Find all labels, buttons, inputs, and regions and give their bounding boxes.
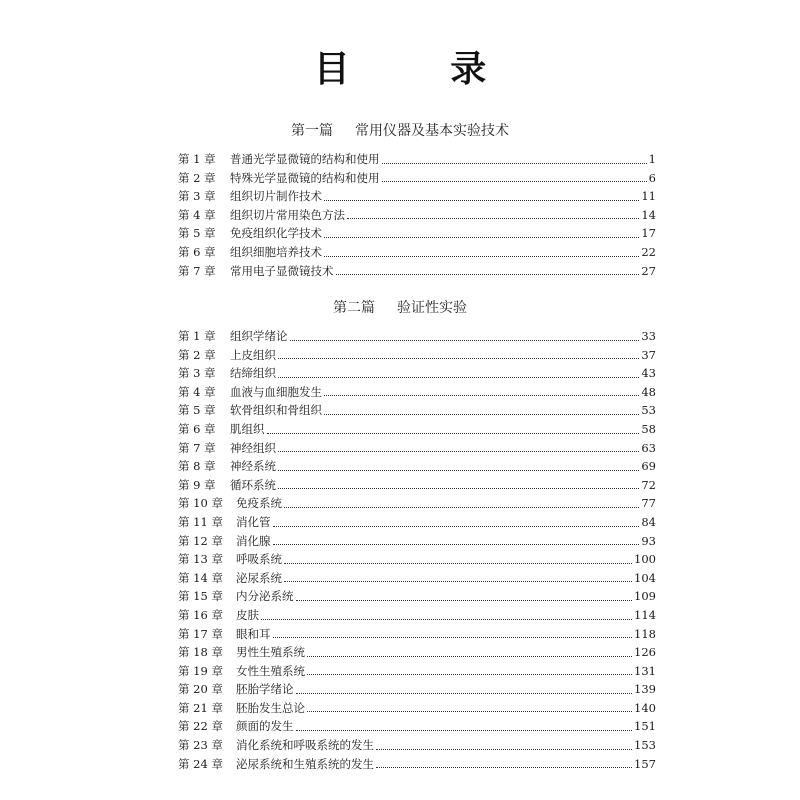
dot-leader: [273, 543, 640, 545]
dot-leader: [273, 636, 633, 638]
chapter-number: 第 20 章: [178, 682, 223, 697]
chapter-title: 消化腺: [236, 533, 271, 548]
toc-entry[interactable]: [178, 643, 656, 662]
dot-leader: [324, 255, 639, 257]
page-number: 11: [641, 189, 656, 204]
toc-entry[interactable]: [178, 346, 656, 365]
toc-entry[interactable]: [178, 187, 656, 206]
chapter-title: 结缔组织: [230, 366, 276, 381]
toc-entry[interactable]: [178, 717, 656, 736]
dot-leader: [278, 487, 639, 489]
chapter-number: 第 9 章: [178, 477, 216, 492]
chapter-number: 第 7 章: [178, 263, 216, 278]
page-number: 14: [641, 207, 656, 222]
page-number: 72: [641, 477, 656, 492]
dot-leader: [307, 710, 632, 712]
chapter-title: 男性生殖系统: [236, 645, 305, 660]
chapter-number: 第 1 章: [178, 152, 216, 166]
toc-entry[interactable]: [178, 550, 656, 569]
chapter-number: 第 8 章: [178, 459, 216, 474]
chapter-title: 胚胎学绪论: [236, 682, 294, 697]
toc-entry[interactable]: [178, 383, 656, 402]
page-number: 53: [641, 403, 656, 418]
dot-leader: [307, 673, 632, 675]
dot-leader: [376, 766, 632, 768]
page-number: 139: [634, 682, 656, 697]
chapter-title: 免疫组织化学技术: [230, 226, 322, 241]
dot-leader: [284, 562, 632, 564]
chapter-number: 第 19 章: [178, 663, 223, 678]
chapter-number: 第 2 章: [178, 170, 216, 185]
page-number: 77: [641, 496, 656, 511]
chapter-number: 第 22 章: [178, 719, 223, 734]
toc-entry[interactable]: [178, 169, 656, 188]
chapter-number: 第 5 章: [178, 403, 216, 418]
dot-leader: [278, 450, 639, 452]
section-name: 常用仪器及基本实验技术: [355, 123, 509, 139]
dot-leader: [284, 506, 639, 508]
dot-leader: [382, 162, 647, 164]
page-number: 131: [634, 663, 656, 678]
dot-leader: [307, 655, 632, 657]
chapter-title: 消化管: [236, 514, 271, 529]
section-2-entries: [178, 327, 656, 773]
toc-entry[interactable]: [178, 662, 656, 681]
chapter-title: 神经组织: [230, 440, 276, 455]
chapter-title: 泌尿系统和生殖系统的发生: [236, 756, 374, 771]
page-number: 153: [634, 738, 656, 753]
dot-leader: [324, 199, 639, 201]
page-number: 114: [634, 607, 656, 622]
section-heading-2: [0, 299, 800, 317]
toc-entry[interactable]: [178, 364, 656, 383]
page-number: 109: [634, 589, 656, 604]
chapter-number: 第 1 章: [178, 329, 216, 343]
page-number: 43: [641, 366, 656, 381]
chapter-title: 普通光学显微镜的结构和使用: [230, 152, 380, 166]
page-number: 100: [634, 552, 656, 567]
toc-entry[interactable]: [178, 206, 656, 225]
chapter-title: 内分泌系统: [236, 589, 294, 604]
section-heading-1: [0, 122, 800, 140]
toc-entry[interactable]: [178, 457, 656, 476]
toc-entry[interactable]: [178, 401, 656, 420]
dot-leader: [296, 692, 633, 694]
chapter-number: 第 6 章: [178, 421, 216, 436]
toc-entry[interactable]: [178, 224, 656, 243]
chapter-title: 肌组织: [230, 421, 265, 436]
dot-leader: [324, 413, 639, 415]
chapter-number: 第 13 章: [178, 552, 223, 567]
chapter-number: 第 14 章: [178, 570, 223, 585]
page-number: 104: [634, 570, 656, 585]
toc-entry[interactable]: [178, 699, 656, 718]
chapter-number: 第 4 章: [178, 384, 216, 399]
dot-leader: [273, 525, 640, 527]
chapter-number: 第 10 章: [178, 496, 223, 511]
dot-leader: [284, 580, 632, 582]
page-number: 27: [641, 263, 656, 278]
page-number: 157: [634, 756, 656, 771]
chapter-title: 泌尿系统: [236, 570, 282, 585]
chapter-number: 第 6 章: [178, 244, 216, 259]
dot-leader: [336, 273, 640, 275]
chapter-number: 第 4 章: [178, 207, 216, 222]
chapter-number: 第 11 章: [178, 514, 223, 529]
chapter-number: 第 3 章: [178, 366, 216, 381]
chapter-title: 组织切片常用染色方法: [230, 207, 345, 222]
page-number: 126: [634, 645, 656, 660]
chapter-number: 第 18 章: [178, 645, 223, 660]
page-number: 58: [641, 421, 656, 436]
page-number: 84: [641, 514, 656, 529]
toc-entry[interactable]: [178, 680, 656, 699]
chapter-title: 血液与血细胞发生: [230, 384, 322, 399]
dot-leader: [347, 217, 639, 219]
chapter-title: 皮肤: [236, 607, 259, 622]
chapter-number: 第 21 章: [178, 700, 223, 715]
dot-leader: [278, 469, 639, 471]
dot-leader: [324, 236, 639, 238]
chapter-title: 常用电子显微镜技术: [230, 263, 334, 278]
section-name: 验证性实验: [397, 300, 467, 316]
section-part-label: 第一篇: [291, 123, 333, 139]
toc-entry[interactable]: [178, 420, 656, 439]
dot-leader: [278, 357, 639, 359]
toc-entry[interactable]: [178, 736, 656, 755]
page-number: 63: [641, 440, 656, 455]
dot-leader: [296, 729, 633, 731]
chapter-number: 第 24 章: [178, 756, 223, 771]
page-number: 37: [641, 347, 656, 362]
toc-entry[interactable]: [178, 439, 656, 458]
chapter-number: 第 5 章: [178, 226, 216, 241]
chapter-number: 第 2 章: [178, 347, 216, 362]
chapter-title: 软骨组织和骨组织: [230, 403, 322, 418]
toc-entry[interactable]: [178, 513, 656, 532]
chapter-title: 颜面的发生: [236, 719, 294, 734]
page-number: 17: [641, 226, 656, 241]
chapter-title: 组织切片制作技术: [230, 189, 322, 204]
toc-entry[interactable]: [178, 494, 656, 513]
chapter-title: 循环系统: [230, 477, 276, 492]
chapter-number: 第 23 章: [178, 738, 223, 753]
page-number: 93: [641, 533, 656, 548]
chapter-title: 女性生殖系统: [236, 663, 305, 678]
chapter-title: 神经系统: [230, 459, 276, 474]
page-number: 6: [648, 170, 656, 185]
toc-entry[interactable]: [178, 569, 656, 588]
chapter-title: 眼和耳: [236, 626, 271, 641]
dot-leader: [382, 180, 647, 182]
page-number: 22: [641, 244, 656, 259]
page-number: 33: [641, 329, 656, 343]
dot-leader: [324, 394, 639, 396]
page-number: 48: [641, 384, 656, 399]
dot-leader: [376, 748, 632, 750]
section-1-entries: [178, 150, 656, 280]
section-part-label: 第二篇: [333, 300, 375, 316]
chapter-title: 免疫系统: [236, 496, 282, 511]
chapter-number: 第 7 章: [178, 440, 216, 455]
dot-leader: [290, 339, 640, 341]
toc-entry[interactable]: [178, 606, 656, 625]
chapter-number: 第 3 章: [178, 189, 216, 204]
chapter-title: 上皮组织: [230, 347, 276, 362]
dot-leader: [267, 432, 640, 434]
page-number: 151: [634, 719, 656, 734]
page-number: 140: [634, 700, 656, 715]
chapter-number: 第 16 章: [178, 607, 223, 622]
chapter-title: 消化系统和呼吸系统的发生: [236, 738, 374, 753]
toc-entry[interactable]: [178, 755, 656, 774]
chapter-number: 第 17 章: [178, 626, 223, 641]
page-title: 目 录: [313, 49, 531, 90]
chapter-title: 组织学绪论: [230, 329, 288, 343]
toc-entry[interactable]: [178, 327, 656, 346]
page-number: 118: [634, 626, 656, 641]
toc-entry[interactable]: [178, 532, 656, 551]
dot-leader: [296, 599, 633, 601]
toc-entry[interactable]: [178, 587, 656, 606]
page-number: 69: [641, 459, 656, 474]
chapter-title: 胚胎发生总论: [236, 700, 305, 715]
toc-entry[interactable]: [178, 476, 656, 495]
dot-leader: [261, 618, 632, 620]
dot-leader: [278, 376, 639, 378]
toc-entry[interactable]: [178, 262, 656, 281]
chapter-number: 第 12 章: [178, 533, 223, 548]
chapter-number: 第 15 章: [178, 589, 223, 604]
page-number: 1: [648, 152, 656, 166]
chapter-title: 特殊光学显微镜的结构和使用: [230, 170, 380, 185]
toc-entry[interactable]: [178, 625, 656, 644]
toc-entry[interactable]: [178, 243, 656, 262]
chapter-title: 组织细胞培养技术: [230, 244, 322, 259]
toc-entry[interactable]: [178, 150, 656, 169]
chapter-title: 呼吸系统: [236, 552, 282, 567]
